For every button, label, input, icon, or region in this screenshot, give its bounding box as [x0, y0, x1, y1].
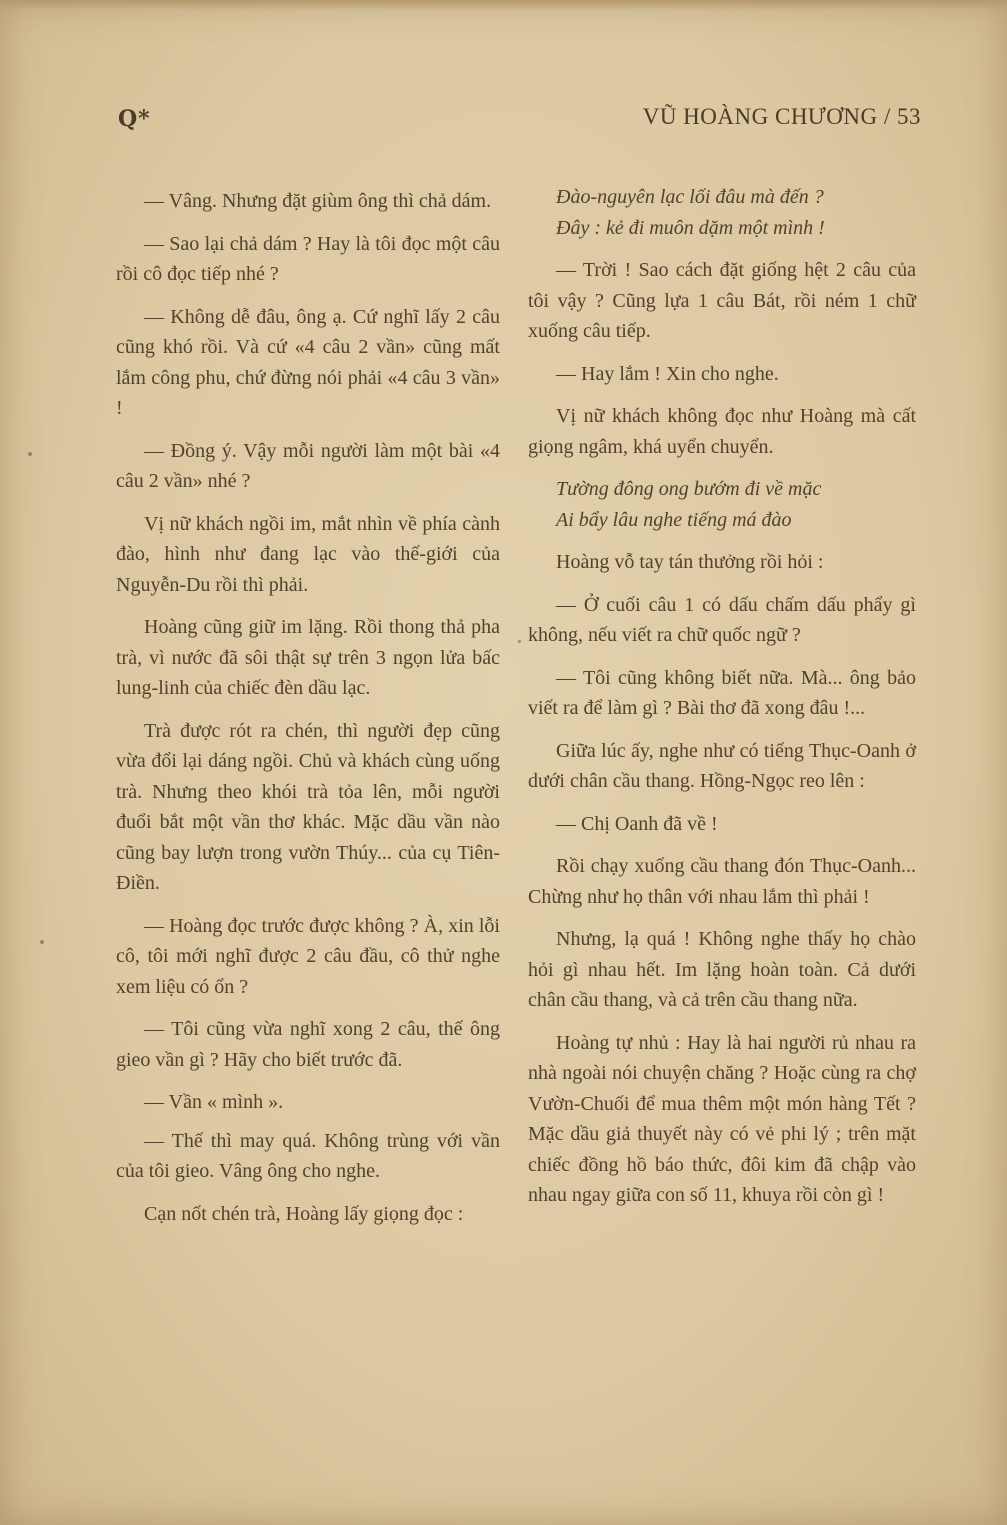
paragraph: — Tôi cũng không biết nữa. Mà... ông bảo viết ra để làm gì ? Bài thơ đã xong đâu !... — [528, 666, 916, 719]
verse-line: Ai bẩy lâu nghe tiếng má đào — [556, 508, 792, 531]
paragraph: Nhưng, lạ quá ! Không nghe thấy họ chào hỏi gì nhau hết. Im lặng hoàn toàn. Cả dưới chân cầu thang, và cả trên cầu thang nữa. — [528, 928, 916, 1011]
paragraph: Vị nữ khách ngồi im, mắt nhìn về phía cành đào, hình như đang lạc vào thế-giới của Nguyễn-Du rồi thì phải. — [116, 512, 500, 596]
paragraph: Rồi chạy xuống cầu thang đón Thục-Oanh... Chừng như họ thân với nhau lắm thì phải ! — [528, 855, 916, 908]
paragraph: Hoàng cũng giữ im lặng. Rồi thong thả pha trà, vì nước đã sôi thật sự trên 3 ngọn lửa bấc lung-linh của chiếc đèn dầu lạc. — [116, 616, 500, 699]
paragraph: — Tôi cũng vừa nghĩ xong 2 câu, thế ông gieo vần gì ? Hãy cho biết trước đã. — [116, 1018, 500, 1071]
paragraph: — Không dễ đâu, ông ạ. Cứ nghĩ lấy 2 câu cũng khó rồi. Và cứ «4 câu 2 vần» cũng mất lắm công phu, chứ đừng nói phải «4 câu 3 vần» ! — [116, 305, 500, 419]
page-marker: Q* — [118, 106, 151, 132]
paragraph: — Ở cuối câu 1 có dấu chấm dấu phẩy gì không, nếu viết ra chữ quốc ngữ ? — [528, 593, 916, 646]
verse-line: Đây : kẻ đi muôn dặm một mình ! — [556, 216, 825, 239]
verse-line: Tường đông ong bướm đi về mặc — [556, 478, 822, 500]
paragraph: — Sao lại chả dám ? Hay là tôi đọc một câu rồi cô đọc tiếp nhé ? — [116, 232, 500, 285]
verse-block — [528, 182, 916, 243]
paragraph: Cạn nốt chén trà, Hoàng lấy giọng đọc : — [144, 1202, 464, 1225]
paragraph: Hoàng tự nhủ : Hay là hai người rủ nhau ra nhà ngoài nói chuyện chăng ? Hoặc cùng ra chợ Vườn-Chuối để mua thêm một món hàng Tết ? Mặc dầu giả thuyết này có vẻ phi lý ; trên mặt chiếc đồng hồ báo thức, đôi kim đã chập vào nhau ngay giữa con số 11, khuya rồi còn gì ! — [528, 1031, 916, 1206]
paragraph: — Thế thì may quá. Không trùng với vần của tôi gieo. Vâng ông cho nghe. — [116, 1129, 500, 1182]
paper-speck — [518, 640, 521, 643]
paragraph: — Vần « mình ». — [144, 1091, 284, 1113]
paragraph: — Trời ! Sao cách đặt giống hệt 2 câu của tôi vậy ? Cũng lựa 1 câu Bát, rồi ném 1 chữ xuống câu tiếp. — [528, 259, 916, 342]
paragraph: Hoàng vỗ tay tán thưởng rồi hỏi : — [556, 551, 824, 573]
left-column — [116, 186, 500, 1241]
paragraph: — Chị Oanh đã về ! — [556, 812, 718, 835]
paragraph: — Vâng. Nhưng đặt giùm ông thì chả dám. — [144, 190, 492, 212]
right-column — [528, 182, 916, 1223]
paragraph: Giữa lúc ấy, nghe như có tiếng Thục-Oanh ở dưới chân cầu thang. Hồng-Ngọc reo lên : — [528, 739, 916, 792]
paragraph: Trà được rót ra chén, thì người đẹp cũng vừa đổi lại dáng ngồi. Chủ và khách cùng uống trà. Nhưng theo khói trà tỏa lên, mỗi người đuổi bắt một vần thơ khác. Mặc dầu vần nào cũng bay lượn trong vườn Thúy... của cụ Tiên-Điền. — [116, 719, 500, 894]
running-header: VŨ HOÀNG CHƯƠNG / 53 — [642, 104, 921, 129]
paragraph: — Hay lắm ! Xin cho nghe. — [556, 362, 779, 385]
paragraph: — Hoàng đọc trước được không ? À, xin lỗi cô, tôi mới nghĩ được 2 câu đầu, cô thử nghe xem liệu có ổn ? — [116, 914, 500, 998]
paragraph: — Đồng ý. Vậy mỗi người làm một bài «4 câu 2 vần» nhé ? — [116, 439, 500, 492]
verse-line: Đào-nguyên lạc lối đâu mà đến ? — [556, 186, 824, 208]
verse-block — [528, 474, 916, 535]
paragraph: Vị nữ khách không đọc như Hoàng mà cất giọng ngâm, khá uyển chuyển. — [528, 405, 916, 458]
paper-speck — [40, 940, 44, 944]
paper-speck — [28, 452, 32, 456]
